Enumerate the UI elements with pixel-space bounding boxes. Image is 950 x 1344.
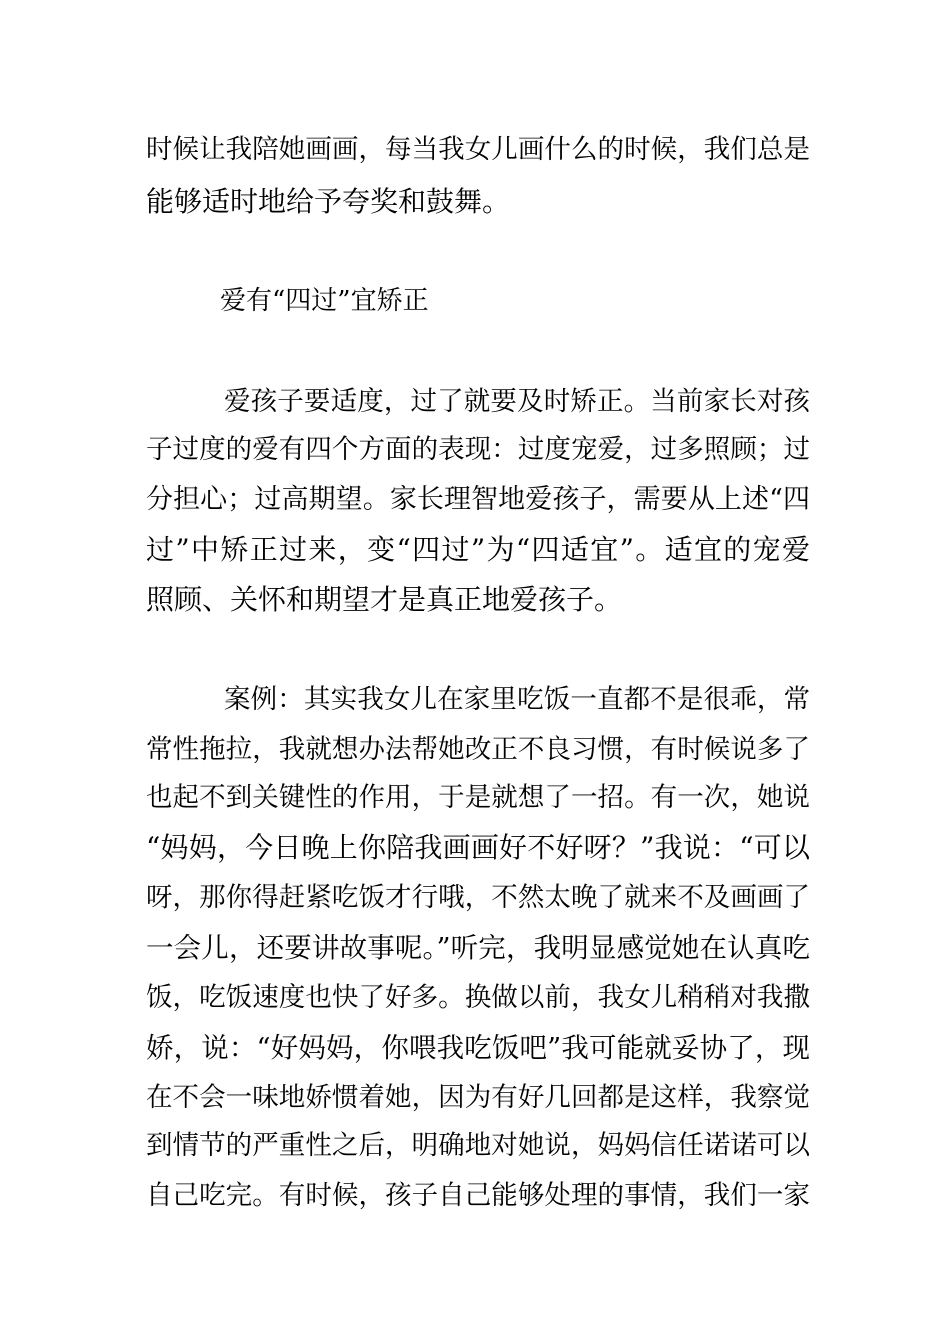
section-heading: 爱有“四过”宜矫正 — [220, 286, 429, 316]
paragraph-2-line-1: 爱孩子要适度，过了就要及时矫正。当前家长对孩 — [224, 386, 810, 417]
paragraph-3-line-8: 娇，说：“好妈妈，你喂我吃饭吧”我可能就妥协了，现 — [146, 1032, 810, 1064]
paragraph-2-line-4: 过”中矫正过来，变“四过”为“四适宜”。适宜的宠爱 — [146, 533, 810, 566]
paragraph-2-line-3: 分担心；过高期望。家长理智地爱孩子，需要从上述“四 — [146, 484, 810, 515]
paragraph-1-line-2: 能够适时地给予夸奖和鼓舞。 — [146, 185, 511, 218]
paragraph-3-line-3: 也起不到关键性的作用，于是就想了一招。有一次，她说 — [146, 782, 810, 813]
paragraph-1-line-1: 时候让我陪她画画，每当我女儿画什么的时候，我们总是 — [146, 134, 810, 165]
paragraph-3-line-5: 呀，那你得赶紧吃饭才行哦，不然太晚了就来不及画画了 — [146, 882, 810, 913]
paragraph-3-line-1: 案例：其实我女儿在家里吃饭一直都不是很乖，常 — [224, 684, 810, 715]
paragraph-3-line-10: 到情节的严重性之后，明确地对她说，妈妈信任诺诺可以 — [146, 1130, 810, 1161]
paragraph-2-line-5: 照顾、关怀和期望才是真正地爱孩子。 — [146, 583, 623, 616]
paragraph-3-line-11: 自己吃完。有时候，孩子自己能够处理的事情，我们一家 — [146, 1180, 810, 1211]
paragraph-3-line-6: 一会儿，还要讲故事呢。”听完，我明显感觉她在认真吃 — [146, 932, 810, 964]
paragraph-3-line-2: 常性拖拉，我就想办法帮她改正不良习惯，有时候说多了 — [146, 734, 810, 765]
paragraph-3-line-4: “妈妈，今日晚上你陪我画画好不好呀？”我说：“可以 — [146, 831, 810, 864]
paragraph-2-line-2: 子过度的爱有四个方面的表现：过度宠爱，过多照顾；过 — [146, 434, 810, 465]
paragraph-3-line-7: 饭，吃饭速度也快了好多。换做以前，我女儿稍稍对我撒 — [146, 982, 810, 1013]
paragraph-3-line-9: 在不会一味地娇惯着她，因为有好几回都是这样，我察觉 — [146, 1082, 810, 1113]
